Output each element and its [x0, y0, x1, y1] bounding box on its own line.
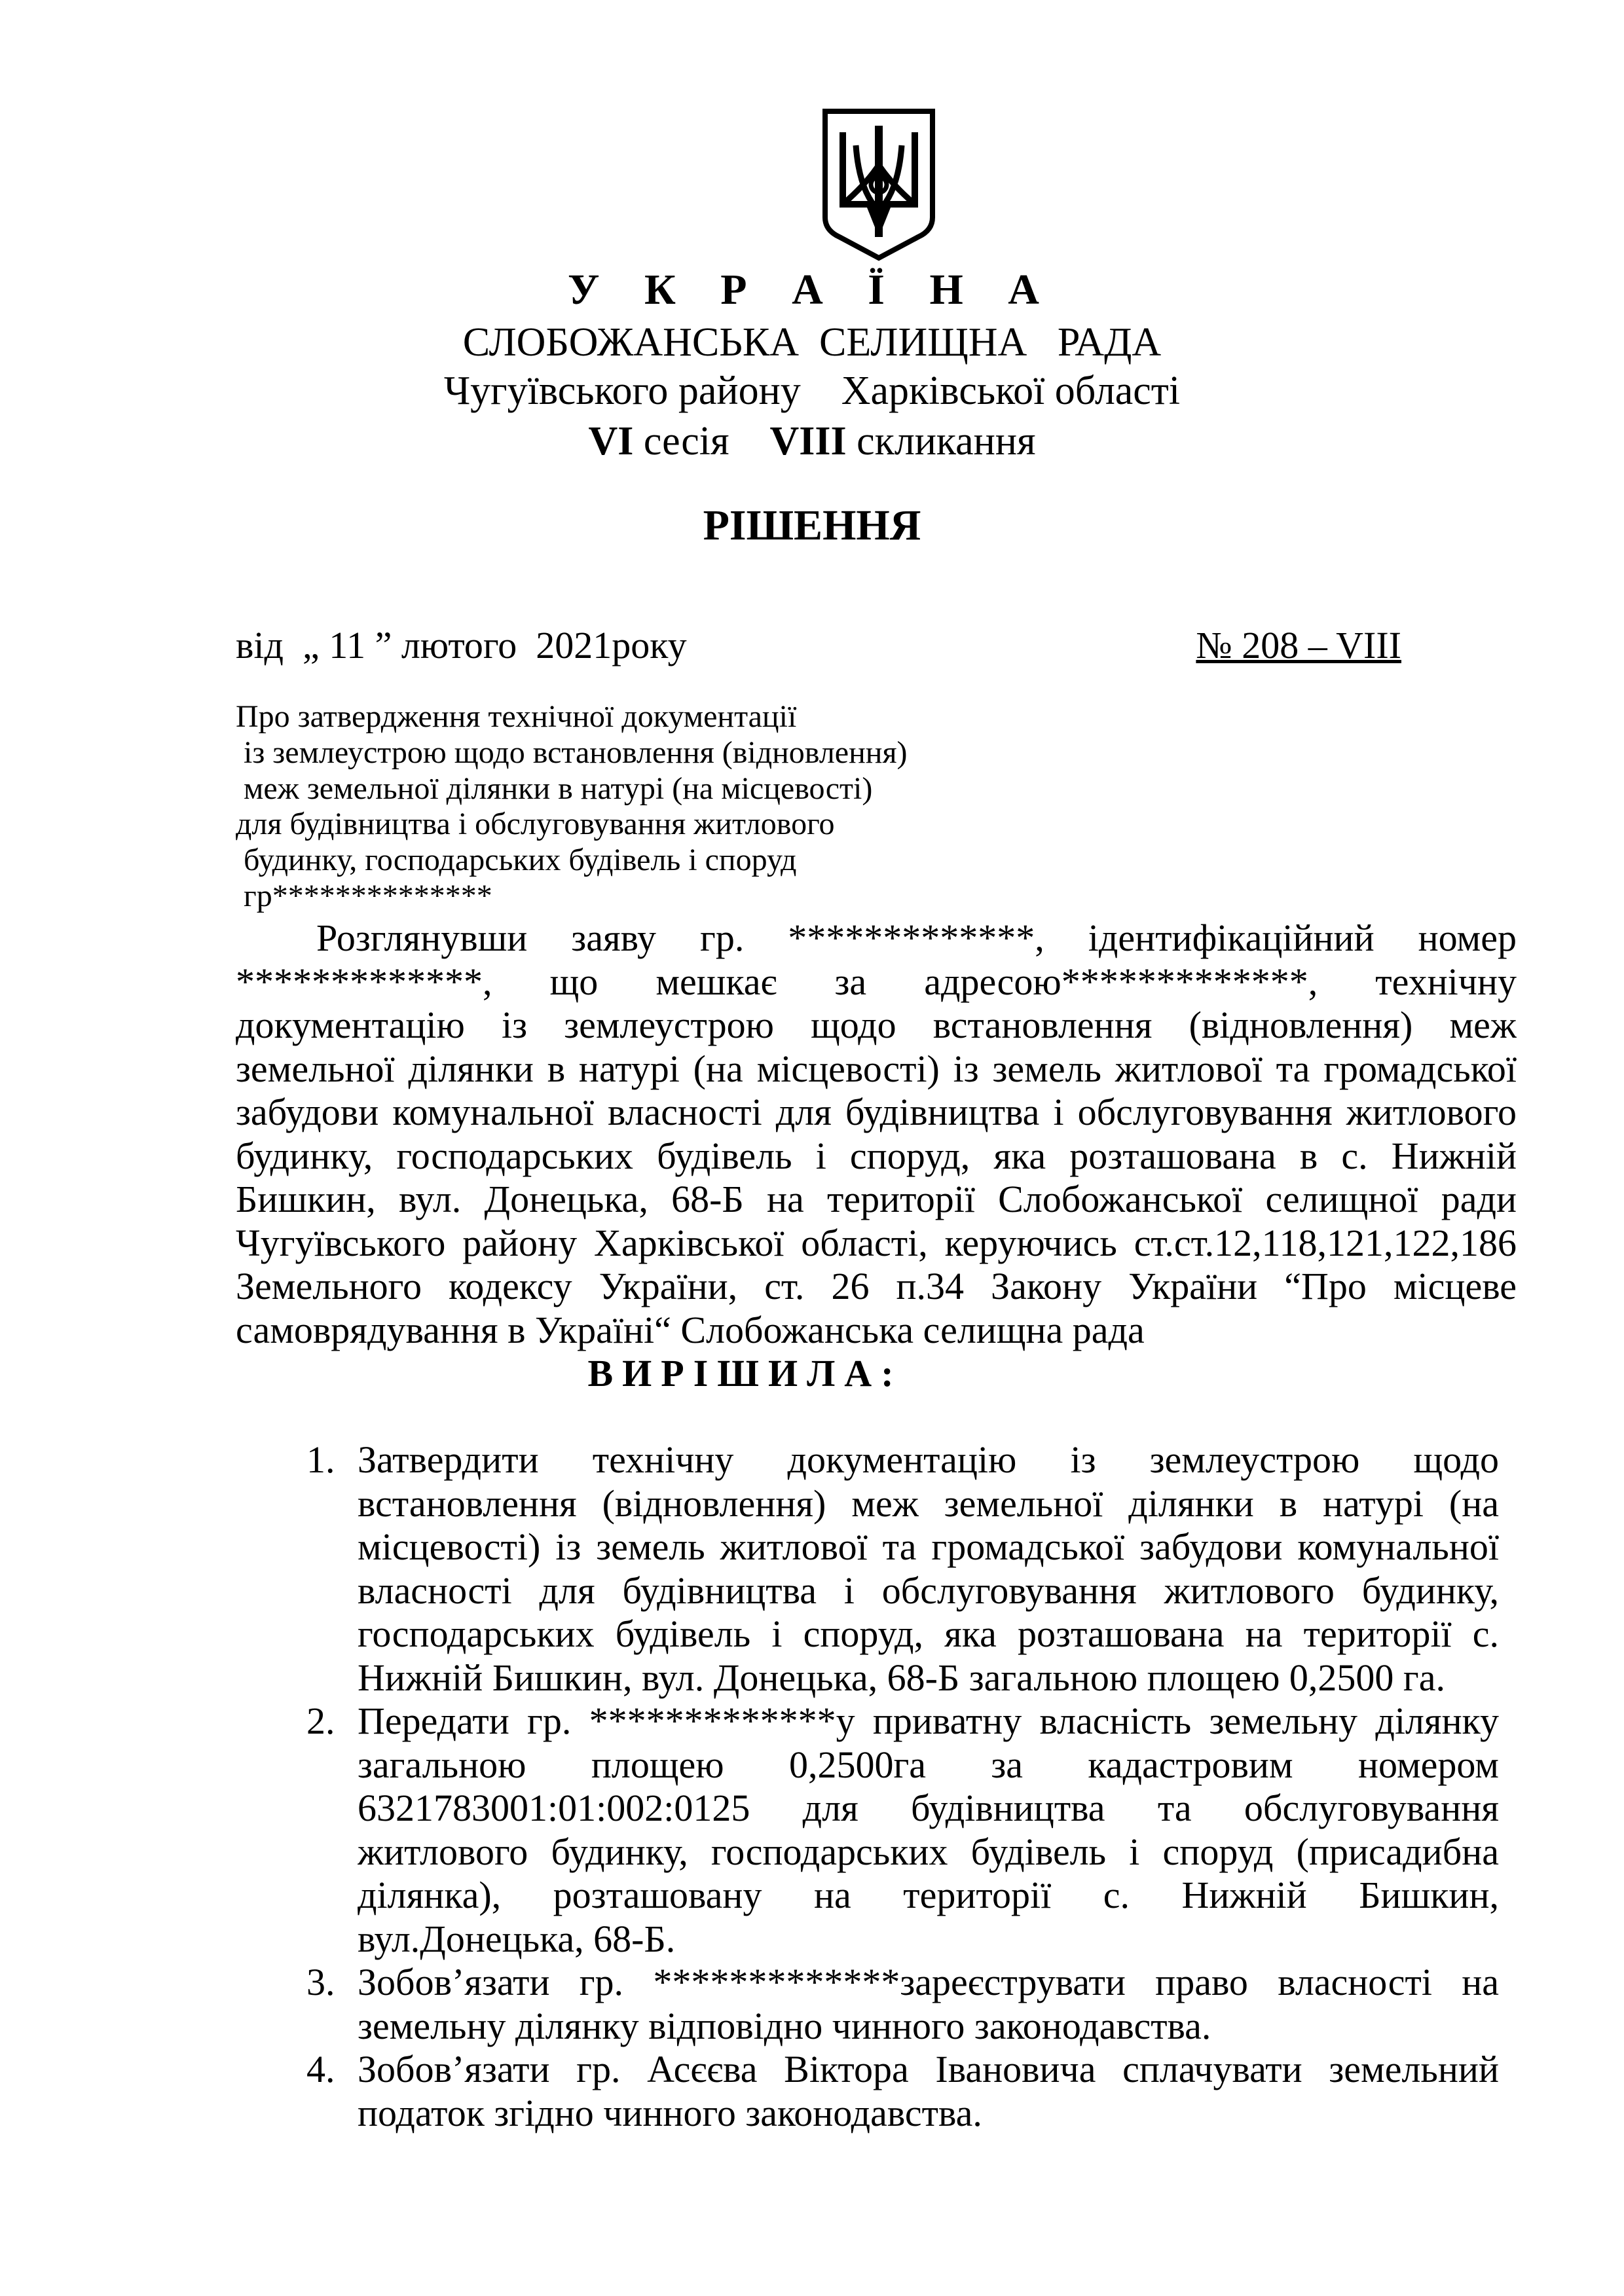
subject-line: меж земельної ділянки в натурі (на місцевості)	[236, 771, 873, 806]
preamble-line: Земельного кодексу України, ст. 26 п.34 Закону України “Про місцеве	[236, 1265, 1517, 1307]
item-line: Зобов’язати гр. *************зареєструвати право власності на	[358, 1961, 1499, 2003]
item-line: Зобов’язати гр. Асєєва Віктора Івановича сплачувати земельний	[358, 2048, 1499, 2090]
convocation-number: VIII	[769, 419, 847, 464]
item-line: вул.Донецька, 68-Б.	[358, 1917, 676, 1960]
coat-of-arms-icon	[820, 106, 938, 263]
item-number: 1.	[306, 1438, 335, 1481]
region-name: Чугуївського району Харківської області	[443, 369, 1181, 413]
decision-heading: ВИРІШИЛА:	[587, 1352, 903, 1394]
document-type: РІШЕННЯ	[703, 501, 921, 549]
preamble-line: Чугуївського району Харківської області, керуючись ст.ст.12,118,121,122,186	[236, 1221, 1517, 1264]
item-line: Передати гр. *************у приватну власність земельну ділянку	[358, 1700, 1499, 1742]
preamble-line: забудови комунальної власності для будівництва і обслуговування житлового	[236, 1091, 1517, 1133]
subject-line: Про затвердження технічної документації	[236, 699, 797, 734]
preamble-line: Бишкин, вул. Донецька, 68-Б на території Слобожанської селищної ради	[236, 1178, 1517, 1220]
item-line: власності для будівництва і обслуговування житлового будинку,	[358, 1569, 1499, 1612]
decision-item	[306, 1700, 1499, 1961]
item-line: земельну ділянку відповідно чинного законодавства.	[358, 2004, 1211, 2047]
item-line: 6321783001:01:002:0125 для будівництва та обслуговування	[358, 1787, 1499, 1829]
council-name: СЛОБОЖАНСЬКА СЕЛИЩНА РАДА	[462, 320, 1162, 365]
subject-line: для будівництва і обслуговування житлового	[236, 807, 835, 842]
preamble-line: *************, що мешкає за адресою*************, технічну	[236, 960, 1517, 1003]
item-line: загальною площею 0,2500га за кадастровим номером	[358, 1743, 1499, 1786]
subject-line: гр**************	[236, 878, 492, 913]
subject-line: із землеустрою щодо встановлення (відновлення)	[236, 735, 908, 770]
subject-block	[236, 699, 908, 915]
item-line: податок згідно чинного законодавства.	[358, 2091, 982, 2134]
item-line: Нижній Бишкин, вул. Донецька, 68-Б загальною площею 0,2500 га.	[358, 1656, 1445, 1699]
preamble-line: документацію із землеустрою щодо встановлення (відновлення) меж	[236, 1004, 1517, 1046]
decision-item	[306, 1961, 1499, 2048]
subject-line: будинку, господарських будівель і споруд	[236, 843, 797, 878]
preamble-line: будинку, господарських будівель і споруд, яка розташована в с. Нижній	[236, 1134, 1517, 1177]
item-number: 4.	[306, 2048, 335, 2090]
item-line: ділянка), розташовану на території с. Нижній Бишкин,	[358, 1874, 1499, 1916]
item-number: 3.	[306, 1961, 335, 2003]
decision-items	[306, 1438, 1499, 2135]
session-line	[0, 418, 1624, 465]
preamble-line: самоврядування в Україні“ Слобожанська селищна рада	[236, 1308, 1145, 1351]
preamble-line: Розглянувши заяву гр. *************, ідентифікаційний номер	[316, 917, 1517, 959]
item-line: Затвердити технічну документацію із землеустрою щодо	[358, 1438, 1499, 1481]
session-label: сесія	[633, 419, 770, 464]
preamble	[236, 917, 1517, 1396]
country-heading: У К Р А Ї Н А	[568, 266, 1056, 314]
convocation-label: скликання	[846, 419, 1036, 464]
item-line: господарських будівель і споруд, яка розташована на території с.	[358, 1613, 1499, 1655]
item-line: місцевості) із земель житлової та громадської забудови комунальної	[358, 1525, 1499, 1568]
decision-number: № 208 – VIII	[1196, 624, 1401, 666]
decision-date: від „ 11 ” лютого 2021року	[236, 624, 687, 666]
decision-item	[306, 2048, 1499, 2135]
item-line: встановлення (відновлення) меж земельної ділянки в натурі (на	[358, 1482, 1499, 1525]
decision-item	[306, 1438, 1499, 1700]
item-number: 2.	[306, 1700, 335, 1742]
session-number: VI	[588, 419, 634, 464]
preamble-line: земельної ділянки в натурі (на місцевості) із земель житлової та громадської	[236, 1047, 1517, 1090]
item-line: житлового будинку, господарських будівель і споруд (присадибна	[358, 1830, 1499, 1873]
